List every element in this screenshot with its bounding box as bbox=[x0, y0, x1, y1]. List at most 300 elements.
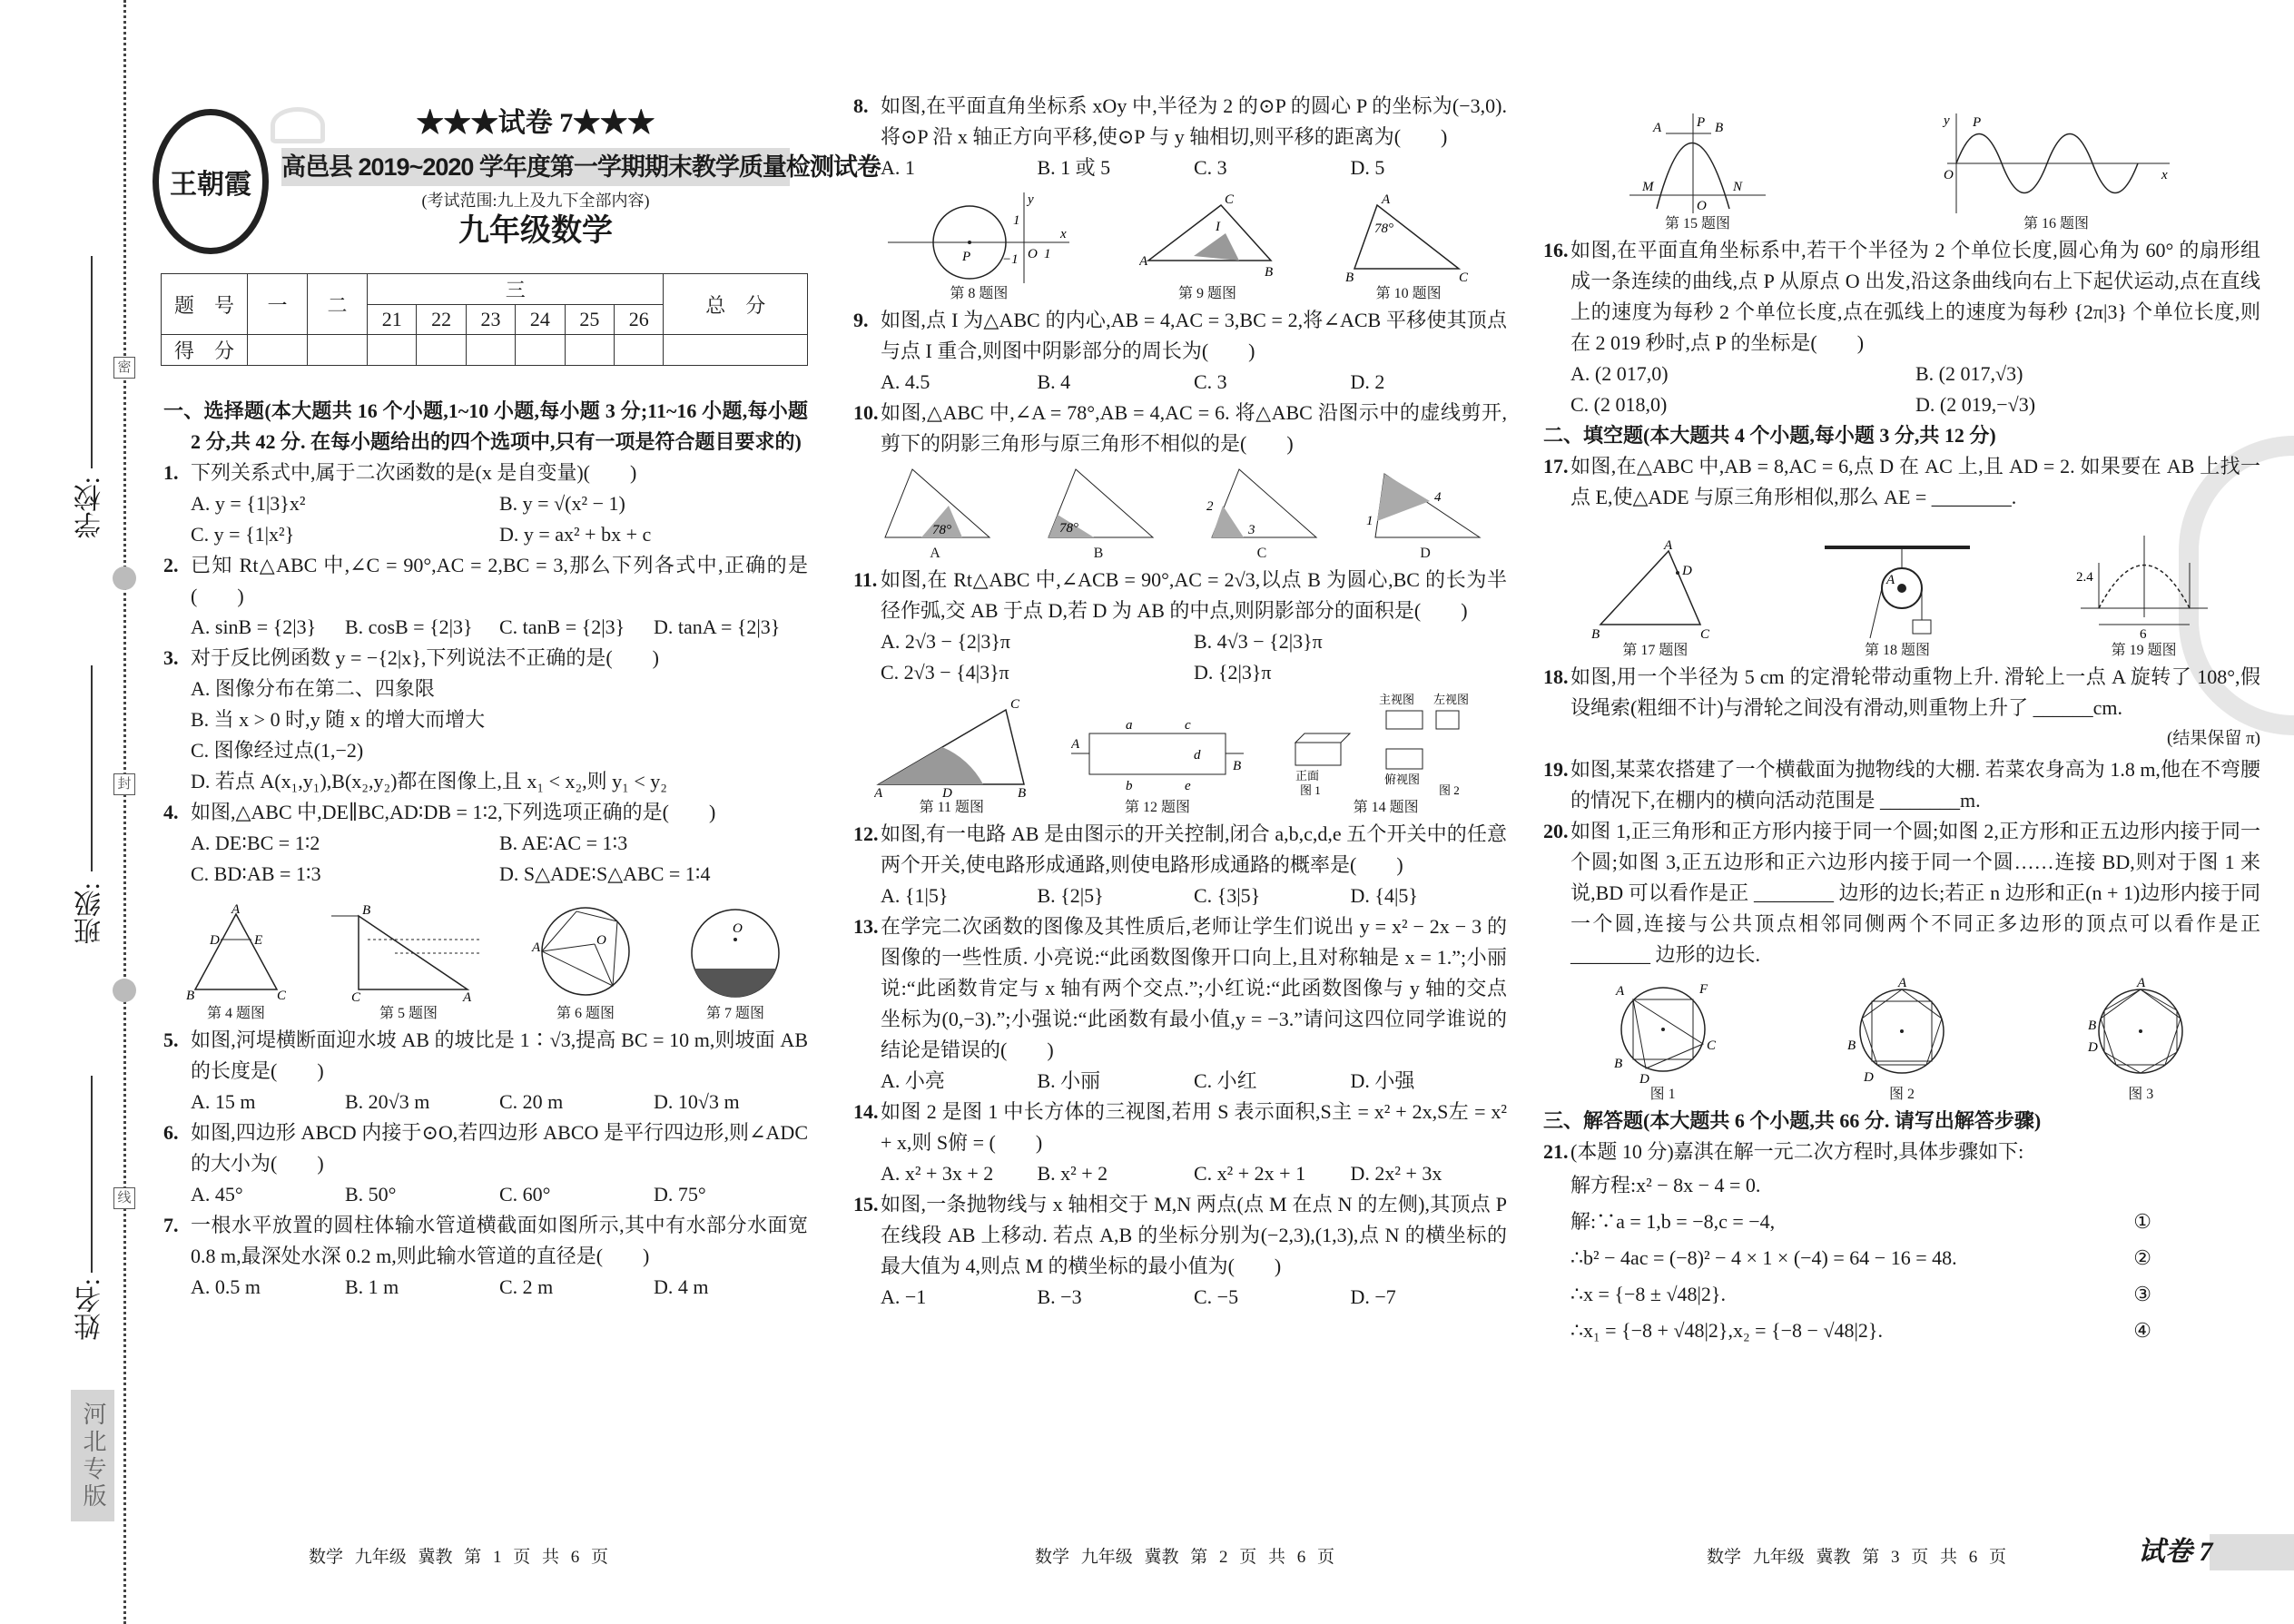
score-cell[interactable] bbox=[368, 335, 417, 366]
q10-option-a-figure[interactable] bbox=[876, 465, 994, 563]
option-b[interactable]: B. y = √(x² − 1) bbox=[499, 492, 625, 515]
question-8 bbox=[853, 91, 1507, 183]
question-5 bbox=[163, 1025, 808, 1117]
svg-text:B: B bbox=[1264, 265, 1274, 280]
question-number: 19. bbox=[1543, 758, 1569, 781]
option-d[interactable]: D. (2 019,−√3) bbox=[1915, 393, 2036, 416]
question-text: 如图,在 Rt△ABC 中,∠ACB = 90°,AC = 2√3,以点 B 为圆心,BC 的长为半径作弧,交 AB 于点 D,若 D 为 AB 的中点,则阴影部分的面积是( ) bbox=[881, 568, 1507, 622]
part-2-header: 二 bbox=[308, 274, 368, 335]
svg-text:x: x bbox=[2161, 168, 2168, 182]
question-number: 13. bbox=[853, 915, 879, 938]
figure-q8 bbox=[888, 192, 1069, 303]
option-d[interactable]: D. y = ax² + bx + c bbox=[499, 523, 652, 546]
svg-text:A: A bbox=[1897, 977, 1907, 990]
options-row bbox=[191, 519, 808, 550]
score-cell[interactable] bbox=[417, 335, 466, 366]
options-row bbox=[881, 881, 1507, 911]
figure-caption: 第 14 题图 bbox=[1353, 800, 1419, 815]
question-text: 如图,在平面直角坐标系中,若干个半径为 2 个单位长度,圆心角为 60° 的扇形组成一条连续的曲线,点 P 从原点 O 出发,沿这条曲线向右上下起伏运动,点在直线上的速度为每秒 2 个单位长度,点在弧线上的速度为每秒 {2π|3} 个单位长度,则在 2 019 秒时,点 P 的坐标是( ) bbox=[1570, 239, 2260, 354]
option-a[interactable]: A. 2√3 − {2|3}π bbox=[881, 630, 1010, 653]
question-text: 如图,有一电路 AB 是由图示的开关控制,闭合 a,b,c,d,e 五个开关中的任意两个开关,使电路形成通路,则使电路形成通路的概率是( ) bbox=[881, 822, 1507, 876]
options-row bbox=[881, 626, 1507, 657]
question-6 bbox=[163, 1117, 808, 1210]
question-19 bbox=[1543, 754, 2260, 816]
option-d[interactable]: D. 75° bbox=[654, 1183, 706, 1206]
question-3 bbox=[163, 643, 808, 797]
q10-option-d-figure[interactable] bbox=[1366, 465, 1484, 563]
total-header: 总 分 bbox=[664, 274, 808, 335]
options-row bbox=[881, 367, 1507, 398]
svg-text:B: B bbox=[1232, 759, 1242, 773]
option-b[interactable]: B. 当 x > 0 时,y 随 x 的增大而增大 bbox=[191, 708, 486, 731]
svg-text:A: A bbox=[532, 940, 541, 955]
option-label: A bbox=[930, 546, 940, 561]
svg-text:b: b bbox=[1125, 779, 1133, 793]
option-d[interactable]: D. 5 bbox=[1350, 156, 1385, 179]
figure-caption: 图 2 bbox=[1888, 1087, 1915, 1102]
options-row bbox=[191, 1272, 808, 1303]
step-marker: ① bbox=[2133, 1210, 2151, 1233]
option-b[interactable]: B. 1 或 5 bbox=[1037, 156, 1111, 179]
figure-caption: 图 1 bbox=[1649, 1087, 1676, 1102]
solution-step bbox=[1570, 1240, 2151, 1276]
binding-dotted-line bbox=[123, 0, 126, 1624]
score-cell[interactable] bbox=[516, 335, 565, 366]
options-row bbox=[191, 766, 808, 797]
svg-text:A: A bbox=[2137, 977, 2146, 990]
svg-text:B: B bbox=[1344, 271, 1354, 283]
question-number: 11. bbox=[853, 568, 878, 591]
svg-text:B: B bbox=[2088, 1019, 2097, 1033]
question-text: 如图,用一个半径为 5 cm 的定滑轮带动重物上升. 滑轮上一点 A 旋转了 108°,假设绳索(粗细不计)与滑轮之间没有滑动,则重物上升了 ______cm. bbox=[1570, 665, 2260, 719]
part-1-header: 一 bbox=[248, 274, 308, 335]
options-row bbox=[881, 153, 1507, 183]
svg-text:C: C bbox=[1458, 271, 1468, 283]
step-text: ∴x₁ = {−8 + √48|2},x₂ = {−8 − √48|2}. bbox=[1570, 1319, 1883, 1342]
column-1 bbox=[163, 396, 808, 1303]
scissors-icon bbox=[113, 979, 136, 1002]
figure-caption: 第 18 题图 bbox=[1864, 643, 1930, 658]
section-fill-heading: 二、填空题(本大题共 4 个小题,每小题 3 分,共 12 分) bbox=[1543, 424, 1996, 447]
top-view-label: 俯视图 bbox=[1383, 773, 1420, 786]
solution-step bbox=[1570, 1204, 2151, 1240]
svg-text:78°: 78° bbox=[1059, 521, 1078, 536]
figure-caption: 第 10 题图 bbox=[1375, 286, 1442, 301]
svg-text:A: A bbox=[463, 990, 472, 1003]
svg-text:c: c bbox=[1184, 718, 1191, 733]
svg-text:A: A bbox=[1653, 121, 1662, 135]
option-a[interactable]: A. DE∶BC = 1∶2 bbox=[191, 832, 320, 854]
option-a[interactable]: A. 图像分布在第二、四象限 bbox=[191, 677, 435, 700]
option-a[interactable]: A. −1 bbox=[881, 1285, 927, 1308]
figure-caption: 第 12 题图 bbox=[1124, 800, 1190, 815]
question-11 bbox=[853, 565, 1507, 688]
svg-text:a: a bbox=[1125, 718, 1133, 733]
question-number: 14. bbox=[853, 1100, 879, 1123]
question-text: (本题 10 分)嘉淇在解一元二次方程时,具体步骤如下: bbox=[1570, 1140, 2024, 1163]
option-a[interactable]: A. 0.5 m bbox=[191, 1275, 261, 1298]
option-c[interactable]: C. BD∶AB = 1∶3 bbox=[191, 862, 321, 885]
svg-text:D: D bbox=[1682, 564, 1693, 578]
svg-text:C: C bbox=[351, 990, 361, 1003]
option-label: D bbox=[1420, 546, 1431, 561]
option-a[interactable]: A. (2 017,0) bbox=[1570, 362, 1669, 385]
height-label: 2.4 bbox=[2075, 570, 2093, 585]
option-c[interactable]: C. 图像经过点(1,−2) bbox=[191, 739, 364, 762]
svg-text:1: 1 bbox=[1013, 213, 1020, 228]
option-c[interactable]: C. 20 m bbox=[499, 1090, 564, 1113]
svg-text:4: 4 bbox=[1434, 490, 1442, 505]
option-a[interactable]: A. 45° bbox=[191, 1183, 243, 1206]
width-label: 6 bbox=[2139, 627, 2147, 640]
col2-figures-a bbox=[853, 185, 1507, 303]
row-label-question: 题 号 bbox=[162, 274, 248, 335]
svg-text:B: B bbox=[1846, 1038, 1856, 1053]
question-number: 15. bbox=[853, 1193, 879, 1216]
svg-text:−1: −1 bbox=[1002, 252, 1019, 267]
corner-badge-text: 试卷 7 bbox=[2138, 1537, 2213, 1567]
svg-text:C: C bbox=[1706, 1038, 1716, 1053]
school-label: 学校: bbox=[75, 477, 105, 539]
step-marker: ② bbox=[2133, 1246, 2151, 1269]
question-text: 如图,某菜农搭建了一个横截面为抛物线的大棚. 若菜农身高为 1.8 m,他在不弯腰的情况下,在棚内的横向活动范围是 ________m. bbox=[1570, 758, 2260, 812]
seal-mark-mi: 密 bbox=[113, 357, 135, 379]
solution-step bbox=[1570, 1276, 2151, 1313]
corner-badge bbox=[2092, 1534, 2294, 1570]
class-label: 班级: bbox=[75, 882, 105, 945]
question-number: 18. bbox=[1543, 665, 1569, 688]
option-b[interactable]: B. 20√3 m bbox=[345, 1090, 430, 1113]
q10-option-b-figure[interactable] bbox=[1039, 465, 1157, 563]
svg-text:1: 1 bbox=[1366, 514, 1373, 528]
logo bbox=[153, 109, 269, 254]
q23-header: 23 bbox=[466, 304, 515, 335]
svg-text:B: B bbox=[1591, 627, 1600, 640]
options-row bbox=[191, 735, 808, 766]
options-row bbox=[191, 674, 808, 704]
option-b[interactable]: B. x² + 2 bbox=[1037, 1162, 1108, 1185]
figure-caption: 第 7 题图 bbox=[705, 1006, 764, 1021]
svg-text:A: A bbox=[231, 903, 241, 917]
exam-scope: (考试范围:九上及九下全部内容) bbox=[421, 192, 650, 210]
option-d[interactable]: D. 若点 A(x₁,y₁),B(x₂,y₂)都在图像上,且 x₁ < x₂,则 y₁ < y₂ bbox=[191, 770, 667, 792]
option-b[interactable]: B. 1 m bbox=[345, 1275, 399, 1298]
part-3-header: 三 bbox=[368, 274, 664, 305]
option-c[interactable]: C. x² + 2x + 1 bbox=[1194, 1162, 1306, 1185]
q10-option-c-figure[interactable] bbox=[1203, 465, 1321, 563]
class-line[interactable] bbox=[91, 665, 93, 871]
name-label: 姓名: bbox=[75, 1278, 105, 1341]
option-d[interactable]: D. 2 bbox=[1350, 370, 1385, 393]
figure-caption: 图 3 bbox=[2128, 1087, 2154, 1102]
svg-text:I: I bbox=[1215, 220, 1220, 234]
svg-text:B: B bbox=[362, 903, 371, 918]
question-number: 1. bbox=[163, 461, 179, 484]
option-a[interactable]: A. 1 bbox=[881, 156, 915, 179]
question-text: 如图,四边形 ABCD 内接于⊙O,若四边形 ABCO 是平行四边形,则∠ADC 的大小为( ) bbox=[191, 1121, 808, 1175]
figure-q15 bbox=[1629, 113, 1766, 233]
svg-text:1: 1 bbox=[1044, 247, 1051, 261]
question-text: 如图,点 I 为△ABC 的内心,AB = 4,AC = 3,BC = 2,将∠ACB 平移使其顶点与点 I 重合,则图中阴影部分的周长为( ) bbox=[881, 309, 1507, 362]
question-21 bbox=[1543, 1137, 2260, 1167]
svg-text:e: e bbox=[1184, 779, 1191, 793]
col3-figures-a bbox=[1543, 97, 2260, 233]
left-view-label: 左视图 bbox=[1433, 693, 1469, 706]
option-b[interactable]: B. 50° bbox=[345, 1183, 397, 1206]
question-number: 9. bbox=[853, 309, 869, 331]
svg-text:A: A bbox=[1615, 984, 1624, 999]
question-number: 5. bbox=[163, 1029, 179, 1051]
option-b[interactable]: B. 4 bbox=[1037, 370, 1071, 393]
option-b[interactable]: B. 小丽 bbox=[1037, 1069, 1101, 1092]
svg-text:C: C bbox=[1224, 192, 1234, 207]
section-solve-heading: 三、解答题(本大题共 6 个小题,共 66 分. 请写出解答步骤) bbox=[1543, 1109, 2042, 1132]
option-d[interactable]: D. 小强 bbox=[1350, 1069, 1415, 1092]
question-13 bbox=[853, 911, 1507, 1097]
front-face-label: 正面 bbox=[1295, 769, 1319, 782]
option-c[interactable]: C. 3 bbox=[1194, 370, 1227, 393]
figure-q19 bbox=[2076, 536, 2212, 660]
column-2 bbox=[853, 91, 1507, 1313]
option-b[interactable]: B. cosB = {2|3} bbox=[345, 615, 473, 638]
option-c[interactable]: C. 小红 bbox=[1194, 1069, 1257, 1092]
solution-step bbox=[1570, 1167, 2151, 1204]
svg-text:M: M bbox=[1642, 180, 1654, 194]
question-number: 12. bbox=[853, 822, 879, 845]
name-line[interactable] bbox=[91, 1076, 93, 1273]
score-cell[interactable] bbox=[308, 335, 368, 366]
svg-text:O: O bbox=[596, 933, 606, 948]
option-c[interactable]: C. {3|5} bbox=[1194, 884, 1261, 907]
svg-text:y: y bbox=[1944, 113, 1950, 128]
subject-title: 九年级数学 bbox=[458, 214, 613, 248]
question-text: 如图,△ABC 中,DE∥BC,AD∶DB = 1∶2,下列选项正确的是( ) bbox=[191, 801, 716, 823]
score-cell[interactable] bbox=[664, 335, 808, 366]
option-d[interactable]: D. tanA = {2|3} bbox=[654, 615, 781, 638]
score-cell[interactable] bbox=[615, 335, 664, 366]
question-4 bbox=[163, 797, 808, 890]
q10-option-figures bbox=[853, 461, 1507, 563]
option-d[interactable]: D. 10√3 m bbox=[654, 1090, 740, 1113]
figure-caption: 第 4 题图 bbox=[206, 1006, 265, 1021]
question-15 bbox=[853, 1189, 1507, 1313]
seal-mark-feng: 封 bbox=[113, 773, 135, 795]
figure-q12 bbox=[1071, 715, 1244, 817]
option-b[interactable]: B. 4√3 − {2|3}π bbox=[1194, 630, 1323, 653]
question-14 bbox=[853, 1097, 1507, 1189]
question-18 bbox=[1543, 662, 2260, 723]
option-b[interactable]: B. (2 017,√3) bbox=[1915, 362, 2023, 385]
figure-q16 bbox=[1938, 113, 2174, 233]
figure-caption: 第 15 题图 bbox=[1664, 216, 1730, 231]
options-row bbox=[881, 657, 1507, 688]
q25-header: 25 bbox=[565, 304, 614, 335]
option-c[interactable]: C. 2√3 − {4|3}π bbox=[881, 661, 1009, 684]
q24-header: 24 bbox=[516, 304, 565, 335]
solution-step bbox=[1570, 1313, 2151, 1349]
figure-q20-1 bbox=[1609, 977, 1718, 1104]
question-number: 4. bbox=[163, 801, 179, 823]
question-number: 20. bbox=[1543, 820, 1569, 842]
svg-text:D: D bbox=[942, 786, 953, 797]
figure-q17 bbox=[1591, 538, 1718, 660]
q18-note: (结果保留 π) bbox=[2167, 729, 2260, 748]
svg-text:B: B bbox=[1018, 786, 1027, 797]
option-a[interactable]: A. {1|5} bbox=[881, 884, 949, 907]
option-c[interactable]: C. 3 bbox=[1194, 156, 1227, 179]
figure-q11 bbox=[874, 697, 1029, 817]
row-label-score: 得 分 bbox=[162, 335, 248, 366]
question-2 bbox=[163, 550, 808, 643]
score-cell[interactable] bbox=[466, 335, 515, 366]
options-row bbox=[191, 488, 808, 519]
svg-text:A: A bbox=[1664, 538, 1673, 553]
option-c[interactable]: C. 2 m bbox=[499, 1275, 554, 1298]
figure-caption: 第 5 题图 bbox=[379, 1006, 438, 1021]
option-label: C bbox=[1256, 546, 1267, 561]
option-d[interactable]: D. {2|3}π bbox=[1194, 661, 1272, 684]
figure-q20-3 bbox=[2086, 977, 2195, 1104]
svg-text:A: A bbox=[874, 786, 883, 797]
option-a[interactable]: A. 小亮 bbox=[881, 1069, 945, 1092]
svg-text:D: D bbox=[2088, 1040, 2099, 1055]
question-16 bbox=[1543, 235, 2260, 420]
svg-text:B: B bbox=[1613, 1057, 1622, 1071]
figure-q10 bbox=[1345, 192, 1472, 303]
option-d[interactable]: D. 4 m bbox=[654, 1275, 709, 1298]
option-b[interactable]: B. AE∶AC = 1∶3 bbox=[499, 832, 628, 854]
question-text: 如图,一条抛物线与 x 轴相交于 M,N 两点(点 M 在点 N 的左侧),其顶点 P 在线段 AB 上移动. 若点 A,B 的坐标分别为(−2,3),(1,3),点 N 的横坐标的最大值为 4,则点 M 的横坐标的最小值为( ) bbox=[881, 1193, 1507, 1277]
question-text: 对于反比例函数 y = −{2|x},下列说法不正确的是( ) bbox=[191, 646, 659, 669]
svg-text:A: A bbox=[1381, 192, 1390, 207]
option-c[interactable]: C. −5 bbox=[1194, 1285, 1239, 1308]
options-row bbox=[881, 1066, 1507, 1097]
col1-figures bbox=[163, 891, 808, 1023]
svg-text:D: D bbox=[210, 933, 220, 948]
q20-figures bbox=[1543, 972, 2260, 1104]
option-d[interactable]: D. 2x² + 3x bbox=[1350, 1162, 1442, 1185]
svg-text:P: P bbox=[1697, 115, 1706, 130]
option-a[interactable]: A. y = {1|3}x² bbox=[191, 492, 306, 515]
svg-text:2: 2 bbox=[1206, 499, 1214, 514]
q21-header: 21 bbox=[368, 304, 417, 335]
question-20 bbox=[1543, 816, 2260, 970]
svg-text:P: P bbox=[962, 250, 971, 264]
figure-caption: 第 19 题图 bbox=[2111, 643, 2177, 658]
option-b[interactable]: B. {2|5} bbox=[1037, 884, 1104, 907]
question-text: 下列关系式中,属于二次函数的是(x 是自变量)( ) bbox=[191, 461, 637, 484]
question-9 bbox=[853, 305, 1507, 398]
paper-title: 高邑县 2019~2020 学年度第一学期期末教学质量检测试卷 bbox=[281, 148, 790, 186]
figure-q20-2 bbox=[1847, 977, 1956, 1104]
option-c[interactable]: C. tanB = {2|3} bbox=[499, 615, 625, 638]
svg-text:A: A bbox=[1885, 573, 1895, 587]
question-number: 21. bbox=[1543, 1140, 1569, 1163]
question-text: 如图,在平面直角坐标系 xOy 中,半径为 2 的⊙P 的圆心 P 的坐标为(−3,0). 将⊙P 沿 x 轴正方向平移,使⊙P 与 y 轴相切,则平移的距离为( ) bbox=[881, 94, 1507, 148]
option-c[interactable]: C. 60° bbox=[499, 1183, 551, 1206]
ribbon-decoration bbox=[271, 107, 325, 143]
figure-q14 bbox=[1286, 693, 1486, 817]
option-a[interactable]: A. x² + 3x + 2 bbox=[881, 1162, 994, 1185]
question-text: 在学完二次函数的图像及其性质后,老师让学生们说出 y = x² − 2x − 3 的图像的一些性质. 小亮说:“此函数图像开口向上,且对称轴是 x = 1.”;小丽说:“此函数肯定与 x 轴有两个交点.”;小红说:“此函数图像与 y 轴的交点坐标为(0,−3).”;小强说:“此函数有最小值,y = −3.”请问这四位同学谁说的结论是错误的( ) bbox=[881, 915, 1507, 1061]
step-text: ∴x = {−8 ± √48|2}. bbox=[1570, 1283, 1726, 1305]
svg-text:y: y bbox=[1028, 192, 1034, 207]
option-c[interactable]: C. y = {1|x²} bbox=[191, 523, 295, 546]
figure-caption: 第 6 题图 bbox=[556, 1006, 615, 1021]
options-row bbox=[881, 1158, 1507, 1189]
figure-q9 bbox=[1139, 192, 1275, 303]
option-a[interactable]: A. sinB = {2|3} bbox=[191, 615, 317, 638]
question-number: 6. bbox=[163, 1121, 179, 1144]
options-row bbox=[1570, 389, 2260, 420]
page-footer-3: 数学 九年级 冀教 第 3 页 共 6 页 bbox=[1707, 1548, 2007, 1567]
options-row bbox=[191, 612, 808, 643]
svg-text:d: d bbox=[1193, 748, 1201, 763]
page-footer-1: 数学 九年级 冀教 第 1 页 共 6 页 bbox=[309, 1548, 609, 1567]
svg-text:D: D bbox=[1639, 1072, 1649, 1084]
figure-q4 bbox=[186, 903, 286, 1023]
question-text: 如图,在△ABC 中,AB = 8,AC = 6,点 D 在 AC 上,且 AD = 2. 如果要在 AB 上找一点 E,使△ADE 与原三角形相似,那么 AE = ________. bbox=[1570, 455, 2260, 508]
option-d[interactable]: D. {4|5} bbox=[1350, 884, 1418, 907]
question-text: 一根水平放置的圆柱体输水管道横截面如图所示,其中有水部分水面宽 0.8 m,最深处水深 0.2 m,则此输水管道的直径是( ) bbox=[191, 1214, 808, 1267]
question-number: 17. bbox=[1543, 455, 1569, 477]
question-number: 7. bbox=[163, 1214, 179, 1236]
question-text: 如图,△ABC 中,∠A = 78°,AB = 4,AC = 6. 将△ABC 沿图示中的虚线剪开,剪下的阴影三角形与原三角形不相似的是( ) bbox=[881, 401, 1507, 455]
question-text: 如图 2 是图 1 中长方体的三视图,若用 S 表示面积,S主 = x² + 2x,S左 = x² + x,则 S俯 = ( ) bbox=[881, 1100, 1507, 1154]
seal-mark-xian: 线 bbox=[113, 1187, 135, 1209]
school-line[interactable] bbox=[91, 256, 93, 468]
step-text: 解:∵a = 1,b = −8,c = −4, bbox=[1570, 1210, 1776, 1233]
question-text: 已知 Rt△ABC 中,∠C = 90°,AC = 2,BC = 3,那么下列各式中,正确的是( ) bbox=[191, 554, 808, 607]
question-number: 3. bbox=[163, 646, 179, 669]
options-row bbox=[191, 1179, 808, 1210]
svg-text:C: C bbox=[277, 989, 286, 1003]
question-text: 如图,河堤横断面迎水坡 AB 的坡比是 1∶√3,提高 BC = 10 m,则坡面 AB 的长度是( ) bbox=[191, 1029, 808, 1082]
question-12 bbox=[853, 819, 1507, 911]
question-number: 8. bbox=[853, 94, 869, 117]
option-d[interactable]: D. S△ADE∶S△ABC = 1∶4 bbox=[499, 862, 711, 885]
option-a[interactable]: A. 15 m bbox=[191, 1090, 256, 1113]
page-footer-2: 数学 九年级 冀教 第 2 页 共 6 页 bbox=[1035, 1548, 1335, 1567]
option-d[interactable]: D. −7 bbox=[1350, 1285, 1396, 1308]
scissors-icon bbox=[113, 566, 136, 590]
options-row bbox=[191, 704, 808, 735]
score-table bbox=[161, 273, 808, 366]
options-row bbox=[191, 859, 808, 890]
options-row bbox=[1570, 359, 2260, 389]
options-row bbox=[191, 828, 808, 859]
option-c[interactable]: C. (2 018,0) bbox=[1570, 393, 1668, 416]
svg-text:N: N bbox=[1733, 180, 1743, 194]
front-view-label: 主视图 bbox=[1378, 693, 1414, 706]
svg-text:A: A bbox=[1138, 254, 1148, 269]
svg-text:O: O bbox=[733, 921, 743, 936]
svg-text:P: P bbox=[1973, 115, 1982, 130]
score-cell[interactable] bbox=[248, 335, 308, 366]
option-a[interactable]: A. 4.5 bbox=[881, 370, 930, 393]
option-b[interactable]: B. −3 bbox=[1037, 1285, 1082, 1308]
figure-caption: 第 9 题图 bbox=[1177, 286, 1236, 301]
score-cell[interactable] bbox=[565, 335, 614, 366]
svg-text:C: C bbox=[1010, 697, 1020, 712]
q22-header: 22 bbox=[417, 304, 466, 335]
question-number: 2. bbox=[163, 554, 179, 576]
step-marker: ③ bbox=[2133, 1283, 2151, 1305]
svg-text:O: O bbox=[1028, 247, 1039, 261]
svg-text:B: B bbox=[186, 989, 195, 1003]
question-17 bbox=[1543, 451, 2260, 513]
svg-text:E: E bbox=[254, 933, 263, 948]
